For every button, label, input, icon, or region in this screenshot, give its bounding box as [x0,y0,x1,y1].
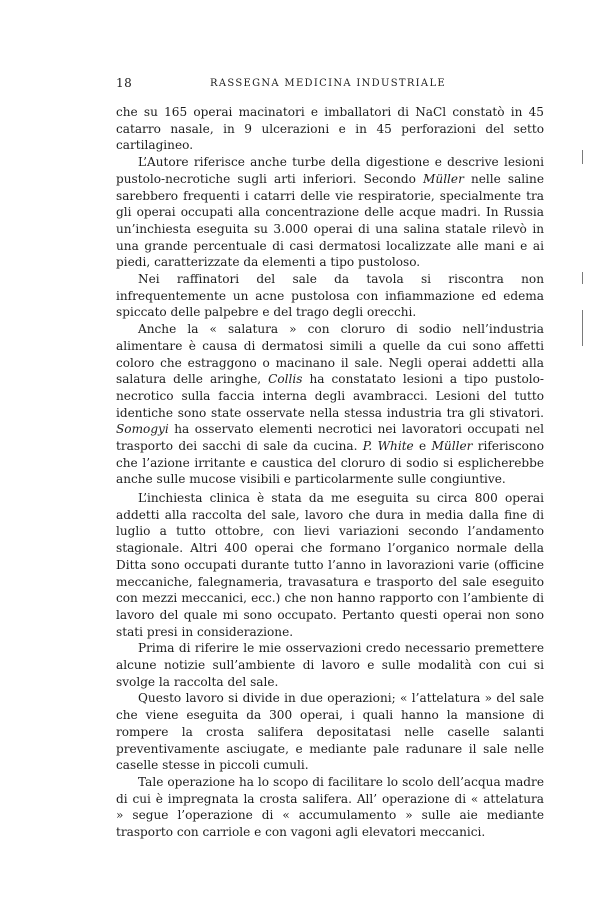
paragraph-8: Tale operazione ha lo scopo di facilitare lo scolo dell’acqua madre di cui è impregnata la crosta salifera. All’ operazione di « attelatura » segue l’operazione di « accumulamento » sulle aie mediante trasporto con carriole e con vagoni agli elevatori meccanici. [116,774,544,840]
margin-mark [582,310,583,346]
paragraph-3: Nei raffinatori del sale da tavola si riscontra non infrequentemente un acne pustolosa con infiammazione ed edema spiccato delle palpebre e del trago degli orecchi. [116,272,544,320]
text-block-lower [116,490,544,841]
paragraph-4: Anche la « salatura » con cloruro di sodio nell’industria alimentare è causa di dermatosi simili a quelle da cui sono affetti coloro che estraggono o macinano il sale. Negli operai addetti alla salatura delle aringhe, Collis ha constatato lesioni a tipo pustolo-necrotico sulla faccia interna degli avambracci. Lesioni del tutto identiche sono state osservate nella stessa industria tra gli stivatori. Somogyi ha osservato elementi necrotici nei lavoratori occupati nel trasporto dei sacchi di sale da cucina. P. White e Müller riferiscono che l’azione irritante e caustica del cloruro di sodio si esplicherebbe anche sulle mucose visibili e particolarmente sulle congiuntive. [116,322,544,487]
text-block-upper [116,104,544,488]
paragraph-5: L’inchiesta clinica è stata da me eseguita su circa 800 operai addetti alla raccolta del sale, lavoro che dura in media dalla fine di luglio a tutto ottobre, con lievi variazioni secondo l’andamento stagionale. Altri 400 operai che formano l’organico normale della Ditta sono occupati durante tutto l’anno in lavorazioni varie (officine meccaniche, falegnameria, travasatura e trasporto del sale eseguito con mezzi meccanici, ecc.) che non hanno rapporto con l’ambiente di lavoro del quale mi sono occupato. Pertanto questi operai non sono stati presi in considerazione. [116,491,544,639]
author-name: P. White [362,439,414,454]
page-number: 18 [116,76,133,90]
margin-mark [582,150,583,164]
running-title: RASSEGNA MEDICINA INDUSTRIALE [210,78,446,89]
paragraph-7: Questo lavoro si divide in due operazioni; « l’attelatura » del sale che viene eseguita da 300 operai, i quali hanno la mansione di rompere la crosta salifera depositatasi nelle caselle salanti preventivamente asciugate, e mediante pale radunare il sale nelle caselle stesse in piccoli cumuli. [116,691,544,773]
margin-mark [582,272,583,284]
paragraph-2: L’Autore riferisce anche turbe della digestione e descrive lesioni pustolo-necrotiche sugli arti inferiori. Secondo Müller nelle saline sarebbero frequenti i catarri delle vie respiratorie, specialmente tra gli operai occupati alla concentrazione delle acque madri. In Russia un’inchiesta eseguita su 3.000 operai di una salina statale rilevò in una grande percentuale di casi dermatosi localizzate alle mani e ai piedi, caratterizzate da elementi a tipo pustoloso. [116,155,544,270]
author-name: Müller [431,439,473,454]
author-name: Somogyi [116,422,169,437]
paragraph-1: che su 165 operai macinatori e imballatori di NaCl constatò in 45 catarro nasale, in 9 ulcerazioni e in 45 perforazioni del setto cartilagineo. [116,105,544,153]
paragraph-6: Prima di riferire le mie osservazioni credo necessario premettere alcune notizie sull’ambiente di lavoro e sulle modalità con cui si svolge la raccolta del sale. [116,641,544,689]
author-name: Müller [423,171,464,186]
author-name: Collis [268,372,303,387]
